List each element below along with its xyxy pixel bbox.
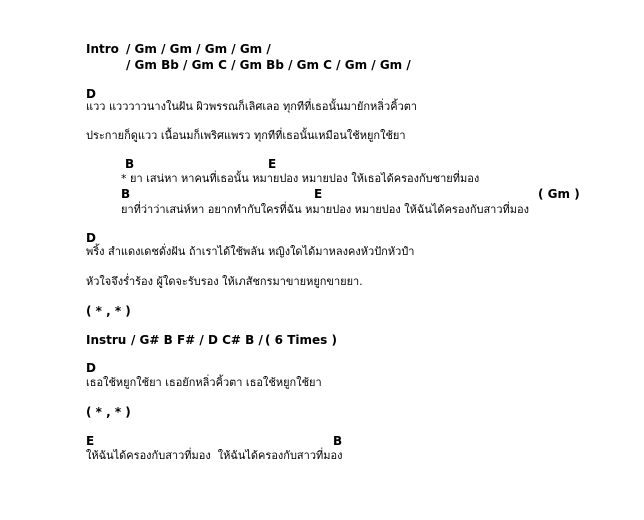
chord: E bbox=[86, 434, 95, 448]
intro-label: Intro bbox=[86, 42, 119, 56]
chord: ( Gm ) bbox=[538, 187, 580, 201]
lyric-line: ยาที่ว่าว่าเสน่ห์หา อยากทำกับใครที่ฉัน หมายปอง หมายปอง ให้ฉันได้ครองกับสาวที่มอง bbox=[121, 203, 530, 216]
instru-times: ( 6 Times ) bbox=[265, 333, 337, 347]
chord: D bbox=[86, 361, 96, 375]
repeat-marker: ( * , * ) bbox=[86, 304, 131, 318]
instru-chords: / G# B F# / D C# B / bbox=[131, 333, 263, 347]
intro-chords-2: / Gm Bb / Gm C / Gm Bb / Gm C / Gm / Gm / bbox=[126, 58, 411, 72]
chord: B bbox=[125, 157, 135, 171]
instru-label: Instru bbox=[86, 333, 127, 347]
lyric-line: เธอใช้หยูกใช้ยา เธอยักหลิ่วคิ้วตา เธอใช้หยูกใช้ยา bbox=[86, 376, 322, 389]
lyric-line: พริ้ง สำแดงเดชดั่งฝัน ถ้าเราได้ใช้พลัน หญิงใดได้มาหลงคงหัวปักหัวปำ bbox=[86, 245, 415, 258]
chord: B bbox=[333, 434, 343, 448]
chord: D bbox=[86, 231, 96, 245]
chord: B bbox=[121, 187, 131, 201]
intro-chords-1: / Gm / Gm / Gm / Gm / bbox=[126, 42, 271, 56]
lyric-line: ให้ฉันได้ครองกับสาวที่มอง ให้ฉันได้ครองกับสาวที่มอง bbox=[86, 449, 343, 462]
lyric-line: * ยา เสน่หา หาคนที่เธอนั้น หมายปอง หมายปอง ให้เธอได้ครองกับชายที่มอง bbox=[121, 172, 480, 185]
chord: E bbox=[314, 187, 323, 201]
repeat-marker: ( * , * ) bbox=[86, 405, 131, 419]
chord: E bbox=[268, 157, 277, 171]
chord: D bbox=[86, 87, 96, 101]
lyric-line: หัวใจจึงร่ำร้อง ผู้ใดจะรับรอง ให้เภสัชกรมาขายหยูกขายยา. bbox=[86, 275, 363, 288]
lyric-line: ประกายก็ดูแวว เนื้อนมก็เพริศแพรว ทุกทีที่เธอนั้นเหมือนใช้หยูกใช้ยา bbox=[86, 129, 406, 142]
lyric-line: แวว แวววาวนางในฝัน ผิวพรรณก็เลิศเลอ ทุกทีที่เธอนั้นมายักหลิ่วคิ้วตา bbox=[86, 100, 418, 113]
